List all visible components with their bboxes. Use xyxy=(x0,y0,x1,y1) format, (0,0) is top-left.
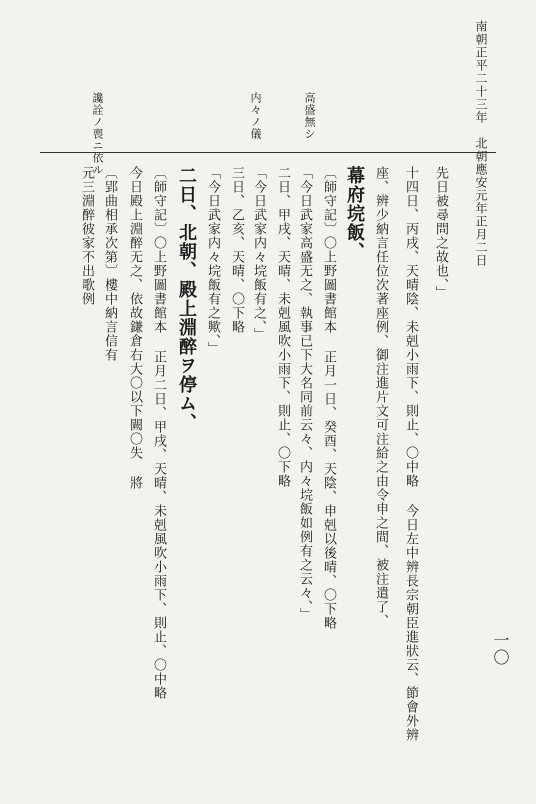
text-column-15: 元三淵醉彼家不出歌例 xyxy=(79,166,94,306)
text-column-7: 二日、甲戌、天晴、未剋風吹小雨下、則止、〇下略 xyxy=(275,166,290,488)
margin-note-2: 内々ノ儀 xyxy=(249,92,262,140)
text-column-14: 〔郢曲相承次第〕樓中納言信有 xyxy=(102,166,117,362)
page-number: 一〇 xyxy=(491,632,510,666)
horizontal-rule xyxy=(40,152,496,153)
margin-note-1: 高盛無シ xyxy=(303,92,316,140)
text-column-12: 〔師守記〕〇上野圖書館本 正月二日、甲戌、天晴、未剋風吹小雨下、則止、〇中略 xyxy=(151,166,166,700)
text-column-13: 今日殿上淵醉无之、依故鎌倉右大〇以下闕〇失 將 xyxy=(127,166,142,490)
text-column-5: 〔師守記〕〇上野圖書館本 正月一日、癸酉、天陰、申剋以後晴、〇下略 xyxy=(321,166,336,630)
text-column-8: 「今日武家内々垸飯有之、」 xyxy=(251,166,266,342)
text-column-6: 「今日武家高盛无之、執事已下大名同前云々、内々垸飯如例有之云々、」 xyxy=(297,166,312,622)
text-column-9: 三日、乙亥、天晴、〇下略 xyxy=(229,166,244,334)
text-column-3: 座、辨少納言任位次著座例、御注進片文可注給之由令申之間、被注遣了、 xyxy=(373,166,388,628)
text-column-2: 十四日、丙戌、天晴陰、未剋小雨下、則止、〇中略 今日左中辨長宗朝臣進狀云、節會外辨 xyxy=(403,166,418,742)
section-heading-enzui: 二日、北朝、殿上淵醉ヲ停ム、 xyxy=(176,166,197,432)
running-head: 南朝正平二十三年 北朝應安元年正月二日 xyxy=(474,20,488,267)
text-column-1: 先日被尋問之故也、」 xyxy=(433,166,448,300)
section-heading-bakufu: 幕府垸飯、 xyxy=(344,166,365,261)
text-column-10: 「今日武家内々垸飯有之歟、」 xyxy=(205,166,220,356)
margin-note-3: 讒詮ノ喪ニ依ル xyxy=(91,92,104,176)
